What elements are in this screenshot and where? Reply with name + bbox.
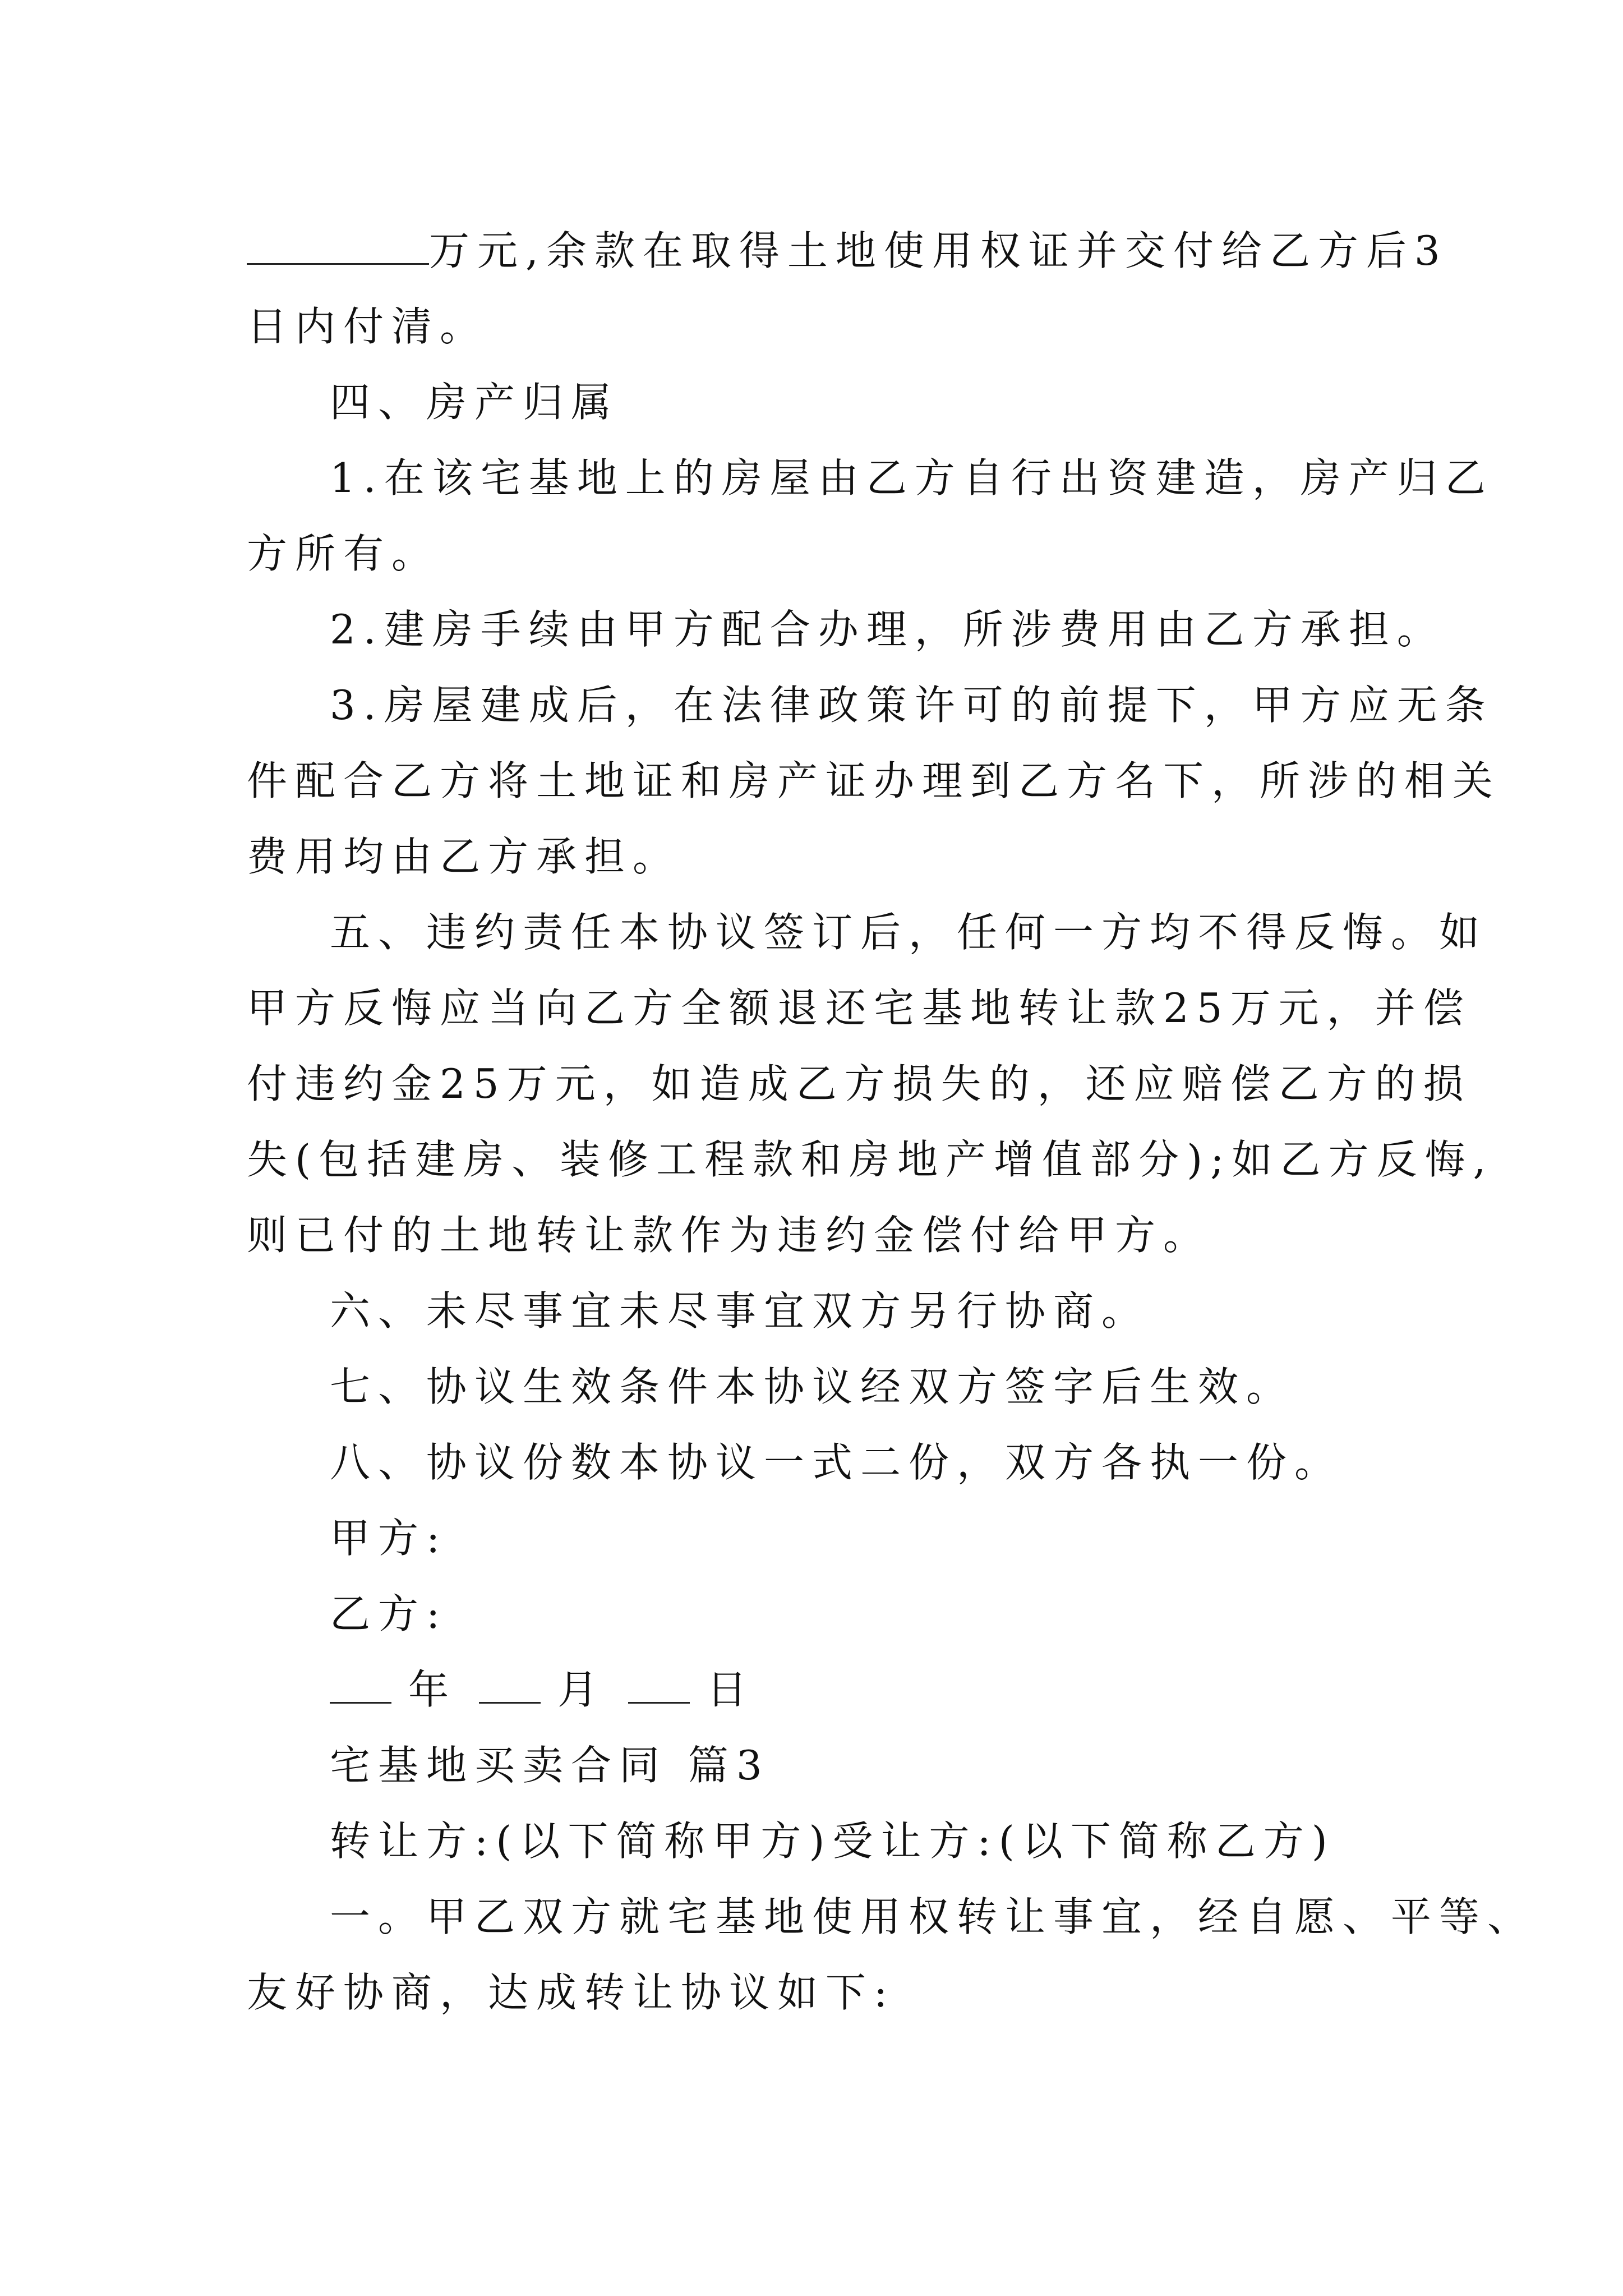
paragraph-line: 甲方反悔应当向乙方全额退还宅基地转让款25万元，并偿 — [247, 984, 1472, 1032]
paragraph-line: 七、协议生效条件本协议经双方签字后生效。 — [330, 1363, 1295, 1410]
paragraph-line: 六、未尽事宜未尽事宜双方另行协商。 — [330, 1287, 1150, 1335]
paragraph-line: 五、违约责任本协议签订后，任何一方均不得反悔。如 — [330, 909, 1488, 956]
paragraph-line: 费用均由乙方承担。 — [247, 833, 681, 880]
party-a-signature: 甲方: — [330, 1515, 448, 1562]
paragraph-line: 付违约金25万元，如造成乙方损失的，还应赔偿乙方的损 — [247, 1060, 1472, 1107]
paragraph-line: 3.房屋建成后，在法律政策许可的前提下，甲方应无条 — [330, 682, 1493, 729]
year-blank — [330, 1663, 391, 1704]
party-b-signature: 乙方: — [330, 1590, 448, 1637]
day-blank — [628, 1663, 690, 1704]
paragraph-line: 失(包括建房、装修工程款和房地产增值部分);如乙方反悔, — [247, 1136, 1494, 1183]
month-blank — [479, 1663, 541, 1704]
paragraph-line: 一。甲乙双方就宅基地使用权转让事宜，经自愿、平等、 — [330, 1893, 1536, 1940]
document-body — [247, 213, 1536, 2031]
year-label: 年 — [408, 1666, 457, 1713]
fill-in-blank — [247, 224, 429, 265]
paragraph-line: 日内付清。 — [247, 303, 488, 350]
paragraph-line: 转让方:(以下简称甲方)受让方:(以下简称乙方) — [330, 1818, 1335, 1865]
paragraph-line: 1.在该宅基地上的房屋由乙方自行出资建造，房产归乙 — [330, 454, 1493, 501]
paragraph-line — [247, 213, 1448, 289]
paragraph-line: 方所有。 — [247, 530, 440, 577]
date-line — [247, 1652, 1380, 1728]
paragraph-line: 友好协商，达成转让协议如下: — [247, 1969, 896, 2016]
line-text: 万元,余款在取得土地使用权证并交付给乙方后3 — [429, 227, 1448, 274]
section-heading: 四、房产归属 — [330, 379, 620, 426]
day-label: 日 — [707, 1666, 755, 1713]
paragraph-line: 八、协议份数本协议一式二份，双方各执一份。 — [330, 1439, 1343, 1486]
paragraph-line: 2.建房手续由甲方配合办理，所涉费用由乙方承担。 — [330, 606, 1445, 653]
contract-title: 宅基地买卖合同 篇3 — [330, 1742, 770, 1789]
paragraph-line: 则已付的土地转让款作为违约金偿付给甲方。 — [247, 1212, 1212, 1259]
paragraph-line: 件配合乙方将土地证和房产证办理到乙方名下，所涉的相关 — [247, 757, 1501, 804]
month-label: 月 — [557, 1666, 606, 1713]
